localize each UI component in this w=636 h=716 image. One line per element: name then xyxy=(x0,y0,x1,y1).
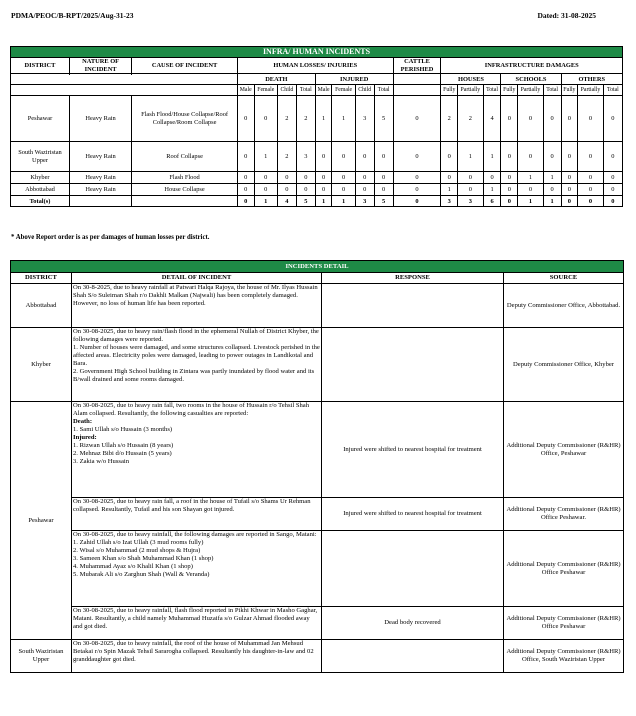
detail-line: 2. Wisal s/o Muhammad (2 mud shops & Hujra) xyxy=(73,547,201,555)
col-houses: HOUSES xyxy=(441,74,501,85)
total-others-cell: 0 xyxy=(603,196,622,207)
detail-line: 1. Zahid Ullah s/o Izat Ullah (3 mud rooms fully) xyxy=(73,539,204,547)
sub-male: Male xyxy=(237,85,254,96)
infra-table-title: INFRA/ HUMAN INCIDENTS xyxy=(11,47,623,58)
cause-cell: Flash Flood/House Collapse/Roof Collapse/Room Collapse xyxy=(132,96,238,142)
incident-source: Deputy Commissioner Office, Khyber xyxy=(504,328,624,402)
death-cell: 0 xyxy=(277,172,296,184)
others-cell: 0 xyxy=(578,172,604,184)
injured-cell: 3 xyxy=(355,96,374,142)
total-houses-cell: 3 xyxy=(458,196,484,207)
col-infra-damages: INFRASTRUCTURE DAMAGES xyxy=(441,58,623,74)
schools-cell: 0 xyxy=(501,172,518,184)
incident-detail xyxy=(72,328,322,402)
total-cattle-cell: 0 xyxy=(393,196,441,207)
sub-female: Female xyxy=(332,85,355,96)
sub-fully: Fully xyxy=(561,85,578,96)
injured-cell: 0 xyxy=(374,172,393,184)
injured-cell: 1 xyxy=(332,96,355,142)
death-cell: 2 xyxy=(277,96,296,142)
houses-cell: 1 xyxy=(483,184,501,196)
death-cell: 2 xyxy=(277,142,296,172)
sub-partially: Partially xyxy=(458,85,484,96)
total-houses-cell: 6 xyxy=(483,196,501,207)
houses-cell: 4 xyxy=(483,96,501,142)
spacer-cell xyxy=(69,196,131,207)
death-cell: 0 xyxy=(296,172,315,184)
cattle-cell: 0 xyxy=(393,142,441,172)
district-cell: Peshawar xyxy=(11,96,70,142)
detail-line: 3. Zakia w/o Hussain xyxy=(73,458,130,466)
col-cause: CAUSE OF INCIDENT xyxy=(132,58,238,74)
injured-cell: 0 xyxy=(374,184,393,196)
injured-cell: 0 xyxy=(315,184,332,196)
detail-line: On 30-08-2025, due to heavy rain fall, two rooms in the house of Hussain r/o Tehsil Shah Alam collapsed. Resultantly, the following casualties are reported: xyxy=(73,402,310,418)
schools-cell: 0 xyxy=(543,142,561,172)
col-others: OTHERS xyxy=(561,74,622,85)
schools-cell: 0 xyxy=(543,96,561,142)
incident-response xyxy=(322,640,504,673)
sub-male: Male xyxy=(315,85,332,96)
schools-cell: 1 xyxy=(543,172,561,184)
incident-detail: On 30-8-2025, due to heavy rainfall at Patwari Halqa Rajoya, the house of Mr. Ilyas Hussain Shah S/o Suleiman Shah r/o Dakhli Malkan (Najwali) has been completely damaged. However, no loss of human life has been reported. xyxy=(72,284,322,328)
injured-cell: 0 xyxy=(315,142,332,172)
detail-line: 1. Sami Ullah s/o Hussain (3 months) xyxy=(73,426,173,434)
injured-cell: 5 xyxy=(374,96,393,142)
death-cell: 0 xyxy=(296,184,315,196)
injured-cell: 0 xyxy=(332,172,355,184)
total-schools-cell: 0 xyxy=(501,196,518,207)
houses-cell: 1 xyxy=(483,142,501,172)
schools-cell: 0 xyxy=(501,96,518,142)
detail-line: 1. Number of houses were damaged, and some structures collapsed. Livestock perished in the affected areas. Electricity poles were damaged, leading to power outages in Landikotal and Bara. xyxy=(73,344,320,368)
incident-detail: On 30-08-2025, due to heavy rain fall, a roof in the house of Tufail s/o Shams Ur Rehman collapsed. Resultantly, Tufail and his son Shayan got injured. xyxy=(72,498,322,531)
col-response: RESPONSE xyxy=(322,273,504,284)
spacer-cell xyxy=(132,196,238,207)
injured-cell: 0 xyxy=(332,184,355,196)
incident-source: Additional Deputy Commissioner (R&HR) Office, Peshawar xyxy=(504,402,624,498)
schools-cell: 0 xyxy=(501,184,518,196)
death-cell: 0 xyxy=(237,184,254,196)
incident-response xyxy=(322,284,504,328)
schools-cell: 0 xyxy=(518,96,544,142)
total-death-cell: 0 xyxy=(237,196,254,207)
cattle-cell: 0 xyxy=(393,96,441,142)
total-schools-cell: 1 xyxy=(518,196,544,207)
schools-cell: 1 xyxy=(518,172,544,184)
detail-line: 1. Rizwan Ullah s/o Hussain (8 years) xyxy=(73,442,174,450)
table-row xyxy=(11,142,623,172)
total-death-cell: 4 xyxy=(277,196,296,207)
detail-line: On 30-08-2025, due to heavy rain/flash flood in the ephemeral Nullah of District Khyber, the following damages were reported. xyxy=(73,328,319,344)
death-cell: 1 xyxy=(254,142,277,172)
sub-partially: Partially xyxy=(518,85,544,96)
total-label: Total(s) xyxy=(11,196,70,207)
others-cell: 0 xyxy=(561,172,578,184)
total-injured-cell: 3 xyxy=(355,196,374,207)
col-district: DISTRICT xyxy=(11,273,72,284)
total-injured-cell: 5 xyxy=(374,196,393,207)
cause-cell: House Collapse xyxy=(132,184,238,196)
sub-total: Total xyxy=(483,85,501,96)
death-cell: 0 xyxy=(277,184,296,196)
nature-cell: Heavy Rain xyxy=(69,142,131,172)
incident-detail: On 30-08-2025, due to heavy rainfall, the roof of the house of Muhammad Jan Mehsud Betakai r/o Spin Mazak Tehsil Sararogha collapsed. Resultantly his daughter-in-law and 02 granddaughter got died. xyxy=(72,640,322,673)
detail-line: 2. Government High School building in Zintara was partly inundated by flood water and its B/wall drained and some rooms damaged. xyxy=(73,368,315,384)
spacer-cell xyxy=(11,74,238,85)
injured-cell: 0 xyxy=(332,142,355,172)
col-injured: INJURED xyxy=(315,74,393,85)
total-injured-cell: 1 xyxy=(332,196,355,207)
district-cell: Khyber xyxy=(11,172,70,184)
spacer-cell xyxy=(393,85,441,96)
others-cell: 0 xyxy=(603,142,622,172)
houses-cell: 1 xyxy=(441,184,458,196)
district-cell: South Waziristan Upper xyxy=(11,142,70,172)
col-human-losses: HUMAN LOSSES/ INJURIES xyxy=(237,58,393,74)
incident-source: Additional Deputy Commissioner (R&HR) Office Peshawar xyxy=(504,607,624,640)
death-cell: 0 xyxy=(237,142,254,172)
houses-cell: 2 xyxy=(458,96,484,142)
nature-cell: Heavy Rain xyxy=(69,172,131,184)
others-cell: 0 xyxy=(561,184,578,196)
death-cell: 0 xyxy=(254,172,277,184)
district-cell: Abbottabad xyxy=(11,184,70,196)
injured-cell: 0 xyxy=(355,184,374,196)
detail-line: On 30-08-2025, due to heavy rainfall, the following damages are reported in Sango, Matani: xyxy=(73,531,317,538)
others-cell: 0 xyxy=(561,142,578,172)
incidents-table-title: INCIDENTS DETAIL xyxy=(11,261,624,273)
report-date: Dated: 31-08-2025 xyxy=(537,11,596,20)
incident-response: Injured were shifted to nearest hospital for treatment xyxy=(322,498,504,531)
district-cell: South Waziristan Upper xyxy=(11,640,72,673)
incident-source: Additional Deputy Commissioner (R&HR) Office Peshawar xyxy=(504,531,624,607)
houses-cell: 1 xyxy=(458,142,484,172)
houses-cell: 2 xyxy=(441,96,458,142)
total-death-cell: 5 xyxy=(296,196,315,207)
sub-fully: Fully xyxy=(501,85,518,96)
others-cell: 0 xyxy=(603,96,622,142)
sub-female: Female xyxy=(254,85,277,96)
death-label: Death: xyxy=(73,418,93,426)
sub-fully: Fully xyxy=(441,85,458,96)
incident-source: Additional Deputy Commissioner (R&HR) Office Peshawar. xyxy=(504,498,624,531)
houses-cell: 0 xyxy=(458,184,484,196)
others-cell: 0 xyxy=(578,184,604,196)
nature-cell: Heavy Rain xyxy=(69,184,131,196)
incident-source: Additional Deputy Commissioner (R&HR) Office, South Waziristan Upper xyxy=(504,640,624,673)
total-houses-cell: 3 xyxy=(441,196,458,207)
total-schools-cell: 1 xyxy=(543,196,561,207)
col-death: DEATH xyxy=(237,74,315,85)
sub-total: Total xyxy=(603,85,622,96)
col-schools: SCHOOLS xyxy=(501,74,561,85)
cattle-cell: 0 xyxy=(393,184,441,196)
district-cell: Abbottabad xyxy=(11,284,72,328)
incident-response xyxy=(322,531,504,607)
incident-response: Injured were shifted to nearest hospital for treatment xyxy=(322,402,504,498)
schools-cell: 0 xyxy=(518,142,544,172)
district-cell: Peshawar xyxy=(11,402,72,640)
total-injured-cell: 1 xyxy=(315,196,332,207)
report-note: * Above Report order is as per damages of human losses per district. xyxy=(11,234,210,241)
houses-cell: 0 xyxy=(483,172,501,184)
infra-human-incidents-table xyxy=(10,46,623,207)
schools-cell: 0 xyxy=(543,184,561,196)
spacer-cell xyxy=(11,85,238,96)
cause-cell: Roof Collapse xyxy=(132,142,238,172)
sub-child: Child xyxy=(277,85,296,96)
death-cell: 3 xyxy=(296,142,315,172)
death-cell: 0 xyxy=(237,96,254,142)
col-detail: DETAIL OF INCIDENT xyxy=(72,273,322,284)
incidents-detail-table xyxy=(10,260,624,673)
total-others-cell: 0 xyxy=(578,196,604,207)
death-cell: 0 xyxy=(237,172,254,184)
incident-response xyxy=(322,328,504,402)
cattle-cell: 0 xyxy=(393,172,441,184)
schools-cell: 0 xyxy=(501,142,518,172)
col-district: DISTRICT xyxy=(11,58,70,74)
detail-line: 2. Mehnaz Bibi d/o Hussain (5 years) xyxy=(73,450,172,458)
sub-partially: Partially xyxy=(578,85,604,96)
injured-label: Injured: xyxy=(73,434,97,442)
incident-source: Deputy Commissioner Office, Abbottabad. xyxy=(504,284,624,328)
total-others-cell: 0 xyxy=(561,196,578,207)
incident-detail: On 30-08-2025, due to heavy rainfall, flash flood reported in Pikhi Khwar in Masho Gaghar, Matani. Resultantly, a child namely Muhammad Huzaifa s/o Gulzar Ahmad flooded away and got died. xyxy=(72,607,322,640)
total-death-cell: 1 xyxy=(254,196,277,207)
table-row xyxy=(11,172,623,184)
others-cell: 0 xyxy=(561,96,578,142)
others-cell: 0 xyxy=(578,142,604,172)
table-row xyxy=(11,96,623,142)
death-cell: 2 xyxy=(296,96,315,142)
report-ref: PDMA/PEOC/B-RPT/2025/Aug-31-23 xyxy=(11,11,134,20)
incident-response: Dead body recovered xyxy=(322,607,504,640)
others-cell: 0 xyxy=(578,96,604,142)
sub-total: Total xyxy=(374,85,393,96)
sub-child: Child xyxy=(355,85,374,96)
death-cell: 0 xyxy=(254,184,277,196)
spacer-cell xyxy=(393,74,441,85)
col-nature: NATURE OF INCIDENT xyxy=(69,58,131,74)
detail-line: 3. Sameen Khan s/o Shah Muhammad Khan (1 shop) xyxy=(73,555,214,563)
injured-cell: 0 xyxy=(374,142,393,172)
total-row xyxy=(11,196,623,207)
others-cell: 0 xyxy=(603,184,622,196)
others-cell: 0 xyxy=(603,172,622,184)
col-source: SOURCE xyxy=(504,273,624,284)
nature-cell: Heavy Rain xyxy=(69,96,131,142)
sub-total: Total xyxy=(543,85,561,96)
schools-cell: 0 xyxy=(518,184,544,196)
incident-detail xyxy=(72,402,322,498)
col-cattle: CATTLE PERISHED xyxy=(393,58,441,74)
district-cell: Khyber xyxy=(11,328,72,402)
cause-cell: Flash Flood xyxy=(132,172,238,184)
injured-cell: 0 xyxy=(315,172,332,184)
table-row xyxy=(11,184,623,196)
houses-cell: 0 xyxy=(458,172,484,184)
death-cell: 0 xyxy=(254,96,277,142)
sub-total: Total xyxy=(296,85,315,96)
houses-cell: 0 xyxy=(441,142,458,172)
incident-detail xyxy=(72,531,322,607)
injured-cell: 0 xyxy=(355,142,374,172)
injured-cell: 1 xyxy=(315,96,332,142)
houses-cell: 0 xyxy=(441,172,458,184)
injured-cell: 0 xyxy=(355,172,374,184)
detail-line: 4. Muhammad Ayaz s/o Khalil Khan (1 shop) xyxy=(73,563,193,571)
detail-line: 5. Mubarak Ali s/o Zarghun Shah (Wall & Veranda) xyxy=(73,571,210,579)
